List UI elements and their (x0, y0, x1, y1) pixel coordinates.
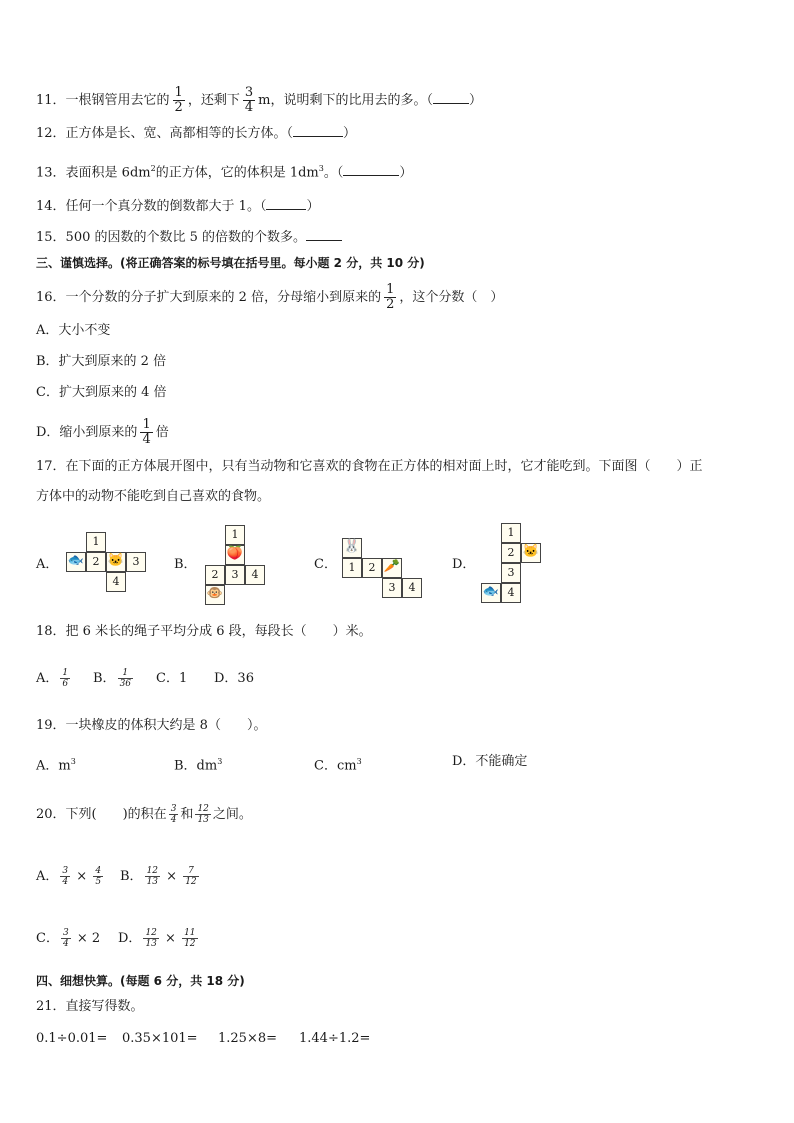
fish-icon: 🐟 (482, 584, 500, 599)
fraction: $\frac{4}{5}$ (95, 866, 102, 887)
answer-blank[interactable] (293, 123, 343, 137)
net-cell: 2 (205, 565, 225, 585)
net-cell: 2 (362, 558, 382, 578)
net-cell: 4 (501, 583, 521, 603)
q20-option-d[interactable]: D． $\frac{12}{13}$ × $\frac{11}{12}$ (118, 928, 196, 949)
question-15: 15．500 的因数的个数比 5 的倍数的个数多。 (36, 227, 342, 248)
q20-option-b[interactable]: B． $\frac{12}{13}$ × $\frac{7}{12}$ (120, 866, 197, 887)
fraction: $\frac{12}{13}$ (146, 866, 159, 887)
q20-option-a[interactable]: A． $\frac{3}{4}$ × $\frac{4}{5}$ (36, 866, 102, 887)
cube-net-a (66, 532, 150, 596)
q17-option-c[interactable]: C． (314, 557, 337, 572)
question-17-line1: 17．在下面的正方体展开图中，只有当动物和它喜欢的食物在正方体的相对面上时，它才能吃到。下面图（ ）正 (36, 459, 703, 474)
fraction: $\frac{1}{36}$ (119, 668, 132, 689)
peach-icon: 🍑 (226, 546, 244, 561)
question-11: 11．一根钢管用去它的 $\frac{1}{2}$ ，还剩下 $\frac{3}{4}$ m，说明剩下的比用去的多。（ ） (36, 85, 482, 115)
fraction: $\frac{3}{4}$ (244, 85, 254, 115)
fraction: $\frac{7}{12}$ (185, 866, 197, 887)
calc-item: 1.44÷1.2= (299, 1031, 371, 1046)
net-cell: 3 (225, 565, 245, 585)
fish-icon: 🐟 (67, 553, 85, 568)
cube-net-b (205, 525, 269, 609)
fraction: $\frac{1}{2}$ (174, 85, 183, 115)
question-18: 18．把 6 米长的绳子平均分成 6 段，每段长（ ）米。 (36, 624, 372, 639)
q18-option-b[interactable]: B． $\frac{1}{36}$ (93, 668, 132, 689)
question-19: 19．一块橡皮的体积大约是 8（ ）。 (36, 718, 267, 733)
q18-option-d[interactable]: D．36 (214, 671, 254, 686)
answer-blank[interactable] (343, 162, 399, 176)
net-cell: 3 (382, 578, 402, 598)
q11-text: 11．一根钢管用去它的 (36, 93, 170, 108)
section-3-heading: 三、谨慎选择。(将正确答案的标号填在括号里。每小题 2 分，共 10 分) (36, 256, 425, 270)
fraction: $\frac{3}{4}$ (62, 866, 69, 887)
answer-blank[interactable] (266, 196, 306, 210)
q19-option-b[interactable]: B．$dm^3$ (174, 757, 223, 774)
monkey-icon: 🐵 (206, 586, 224, 601)
q17-option-a[interactable]: A． (36, 557, 59, 572)
net-cell: 4 (245, 565, 265, 585)
question-13: 13．表面积是 $6dm^2$的正方体，它的体积是 $1dm^3$。（ ） (36, 164, 413, 181)
question-20: 20．下列( )的积在 $\frac{3}{4}$ 和 $\frac{12}{13}$ 之间。 (36, 804, 252, 825)
question-17-line2: 方体中的动物不能吃到自己喜欢的食物。 (36, 489, 271, 504)
cube-net-c (342, 538, 426, 602)
calc-item: 1.25×8= (218, 1031, 278, 1046)
net-cell: 1 (225, 525, 245, 545)
carrot-icon: 🥕 (383, 559, 401, 574)
q19-option-c[interactable]: C．$cm^3$ (314, 757, 362, 774)
q16-option-c[interactable]: C．扩大到原来的 4 倍 (36, 385, 167, 400)
q17-option-b[interactable]: B． (174, 557, 197, 572)
answer-blank[interactable] (433, 90, 469, 104)
q16-option-b[interactable]: B．扩大到原来的 2 倍 (36, 354, 167, 369)
question-16: 16．一个分数的分子扩大到原来的 2 倍，分母缩小到原来的 $\frac{1}{2}$ ，这个分数（ ） (36, 282, 504, 312)
rabbit-icon: 🐰 (343, 539, 361, 554)
fraction: $\frac{1}{4}$ (142, 417, 151, 447)
fraction: $\frac{12}{13}$ (145, 928, 157, 949)
answer-blank[interactable] (306, 227, 342, 241)
question-12: 12．正方体是长、宽、高都相等的长方体。（ ） (36, 123, 356, 144)
calc-item: 0.1÷0.01= (36, 1031, 108, 1046)
q16-option-d[interactable]: D．缩小到原来的 $\frac{1}{4}$ 倍 (36, 417, 169, 447)
cat-icon: 🐱 (107, 553, 125, 568)
fraction: $\frac{12}{13}$ (197, 804, 209, 825)
fraction: $\frac{11}{12}$ (184, 928, 196, 949)
q19-option-a[interactable]: A．$m^3$ (36, 757, 76, 774)
net-cell: 1 (501, 523, 521, 543)
q20-option-c[interactable]: C． $\frac{3}{4}$ × 2 (36, 928, 101, 949)
cube-net-d (481, 523, 545, 607)
net-cell: 4 (106, 572, 126, 592)
section-4-heading: 四、细想快算。(每题 6 分，共 18 分) (36, 974, 245, 988)
fraction: $\frac{1}{6}$ (62, 668, 69, 689)
fraction: $\frac{3}{4}$ (62, 928, 69, 949)
net-cell: 4 (402, 578, 422, 598)
net-cell: 2 (86, 552, 106, 572)
fraction: $\frac{1}{2}$ (386, 282, 395, 312)
net-cell: 1 (342, 558, 362, 578)
q18-option-c[interactable]: C．1 (156, 671, 188, 686)
q17-option-d[interactable]: D． (452, 557, 476, 572)
cat-icon: 🐱 (522, 544, 540, 559)
calc-item: 0.35×101= (122, 1031, 198, 1046)
net-cell: 3 (126, 552, 146, 572)
question-14: 14．任何一个真分数的倒数都大于 1。（ ） (36, 196, 319, 217)
fraction: $\frac{3}{4}$ (170, 804, 177, 825)
net-cell: 3 (501, 563, 521, 583)
net-cell: 2 (501, 543, 521, 563)
q19-option-d[interactable]: D．不能确定 (452, 754, 528, 769)
q16-option-a[interactable]: A．大小不变 (36, 323, 111, 338)
net-cell: 1 (86, 532, 106, 552)
q18-option-a[interactable]: A． $\frac{1}{6}$ (36, 668, 69, 689)
question-21: 21．直接写得数。 (36, 999, 144, 1014)
